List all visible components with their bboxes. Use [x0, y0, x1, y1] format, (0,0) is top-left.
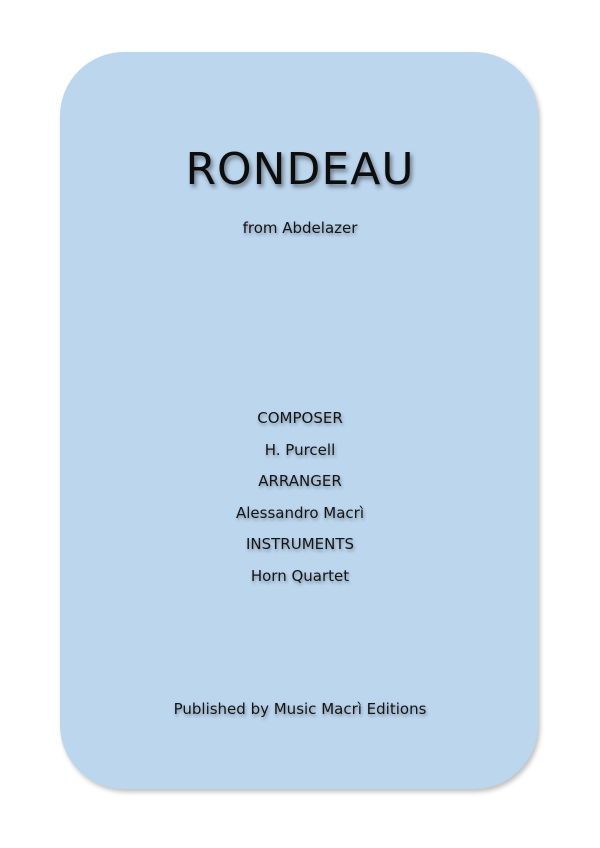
arranger-name: Alessandro Macrì — [235, 503, 364, 522]
composer-heading: COMPOSER — [257, 409, 343, 427]
instruments-value: Horn Quartet — [250, 566, 350, 585]
publisher-line: Published by Music Macrì Editions — [173, 700, 427, 718]
composer-name: H. Purcell — [264, 440, 336, 459]
piece-title: RONDEAU — [185, 144, 415, 195]
credits-block — [0, 408, 600, 597]
piece-subtitle: from Abdelazer — [242, 219, 358, 237]
instruments-heading: INSTRUMENTS — [245, 535, 355, 553]
arranger-heading: ARRANGER — [258, 472, 342, 490]
